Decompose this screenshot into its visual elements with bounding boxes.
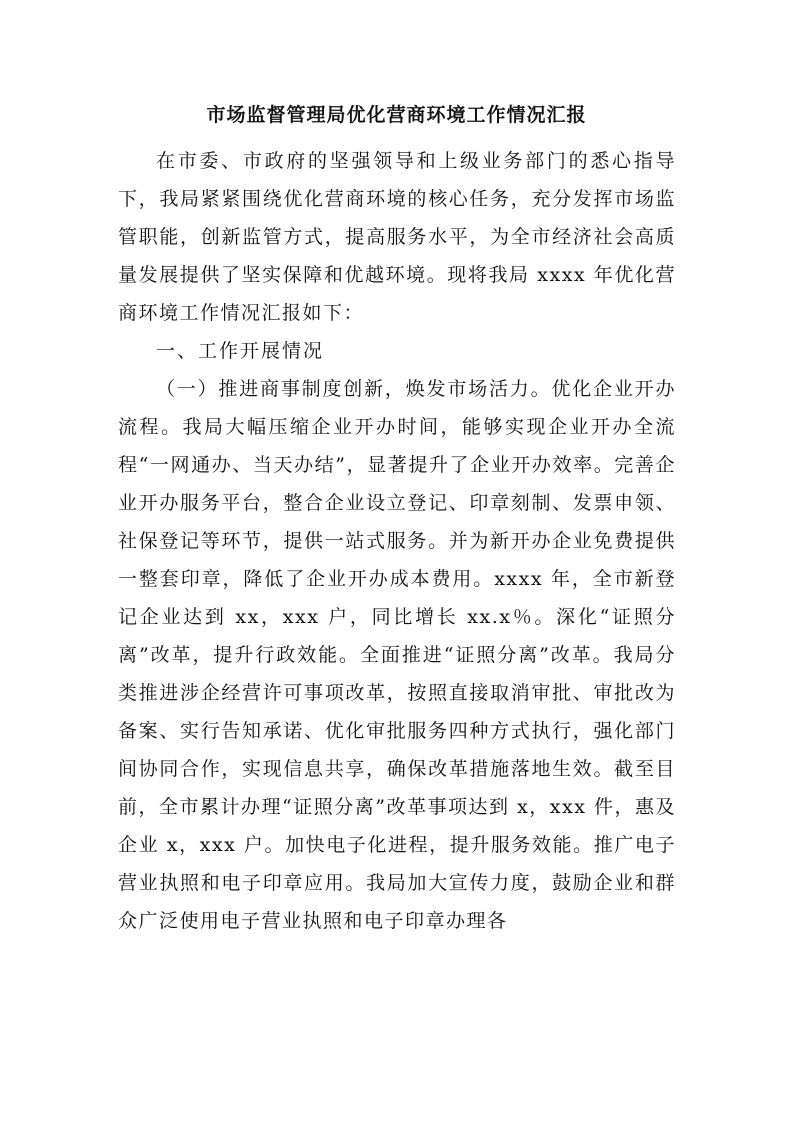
section-paragraph: （一）推进商事制度创新，焕发市场活力。优化企业开办流程。我局大幅压缩企业开办时间，能够实现企业开办全流程“一网通办、当天办结”，显著提升了企业开办效率。完善企业开办服务平台，整合企业设立登记、印章刻制、发票申领、社保登记等环节，提供一站式服务。并为新开办企业免费提供一整套印章，降低了企业开办成本费用。xxxx 年，全市新登记企业达到 xx，xxx 户，同比增长 xx.x％。深化“证照分离”改革，提升行政效能。全面推进“证照分离”改革。我局分类推进涉企经营许可事项改革，按照直接取消审批、审批改为备案、实行告知承诺、优化审批服务四种方式执行，强化部门间协同合作，实现信息共享，确保改革措施落地生效。截至目前，全市累计办理“证照分离”改革事项达到 x，xxx 件，惠及企业 x，xxx 户。加快电子化进程，提升服务效能。推广电子营业执照和电子印章应用。我局加大宣传力度，鼓励企业和群众广泛使用电子营业执照和电子印章办理各 [118, 378, 676, 932]
document-title: 市场监督管理局优化营商环境工作情况汇报 [206, 104, 587, 126]
intro-paragraph: 在市委、市政府的坚强领导和上级业务部门的悉心指导下，我局紧紧围绕优化营商环境的核心任务，充分发挥市场监管职能，创新监管方式，提高服务水平，为全市经济社会高质量发展提供了坚实保障和优越环境。现将我局 xxxx 年优化营商环境工作情况汇报如下： [118, 150, 676, 324]
document-body [118, 142, 676, 940]
section-heading: 一、工作开展情况 [156, 340, 325, 362]
